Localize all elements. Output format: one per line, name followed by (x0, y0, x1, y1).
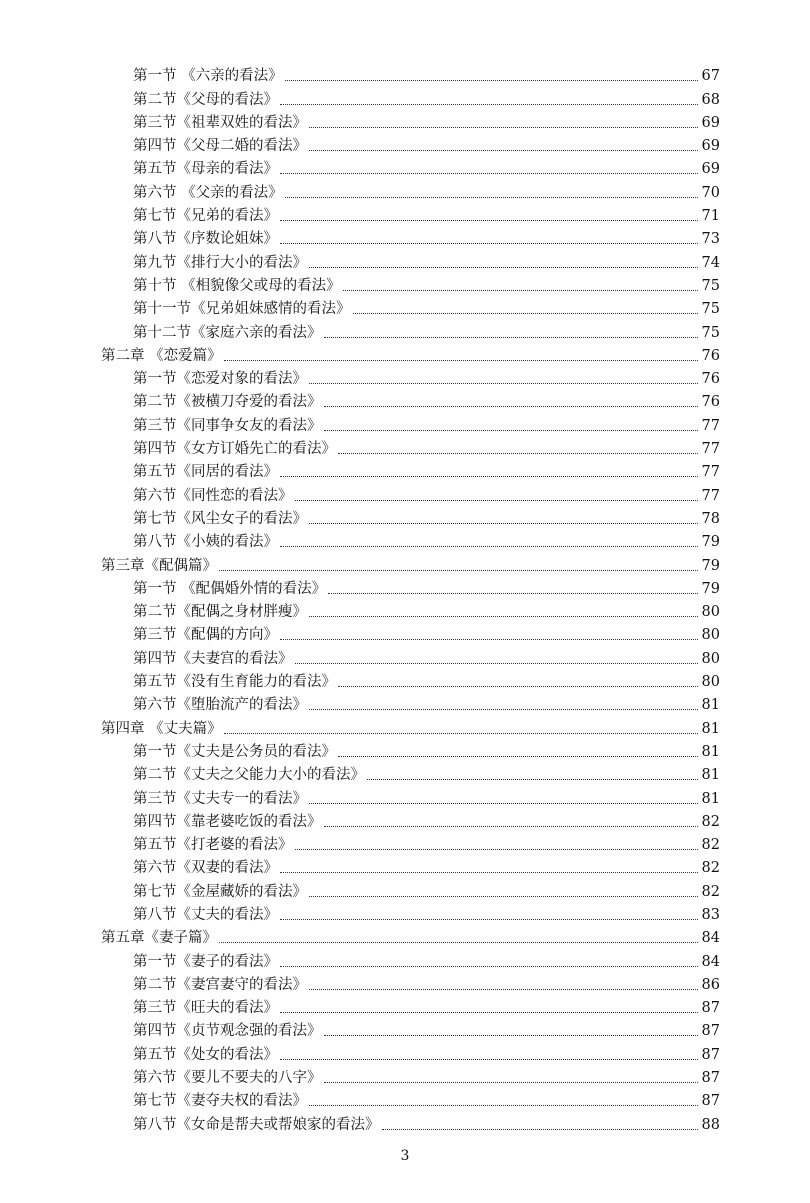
dot-leader (295, 500, 699, 501)
dot-leader (280, 546, 698, 547)
toc-section-entry[interactable] (0, 1089, 810, 1112)
dot-leader (309, 150, 698, 151)
toc-entry-label: 第六节《同性恋的看法》 (133, 487, 293, 504)
toc-entry-label: 第七节《兄弟的看法》 (133, 208, 278, 225)
toc-entry-label: 第一节《恋爱对象的看法》 (133, 371, 307, 388)
toc-entry-label: 第五节《同居的看法》 (133, 464, 278, 481)
toc-entry-label: 第八节《丈夫的看法》 (133, 906, 278, 923)
toc-chapter-entry[interactable] (0, 553, 810, 576)
toc-entry-page-number: 86 (701, 976, 720, 993)
toc-entry-page-number: 80 (701, 674, 720, 691)
dot-leader (280, 872, 698, 873)
toc-entry-label: 第四节《父母二婚的看法》 (133, 138, 307, 155)
toc-entry-page-number: 88 (701, 1116, 720, 1133)
toc-entry-page-number: 76 (701, 371, 720, 388)
toc-section-entry[interactable] (0, 786, 810, 809)
toc-entry-page-number: 76 (701, 347, 720, 364)
dot-leader (367, 779, 698, 780)
dot-leader (309, 127, 698, 128)
dot-leader (280, 220, 698, 221)
toc-section-entry[interactable] (0, 157, 810, 180)
toc-entry-page-number: 82 (701, 837, 720, 854)
toc-section-entry[interactable] (0, 87, 810, 110)
toc-entry-page-number: 82 (701, 813, 720, 830)
toc-entry-page-number: 77 (701, 487, 720, 504)
toc-section-entry[interactable] (0, 437, 810, 460)
toc-section-entry[interactable] (0, 227, 810, 250)
dot-leader (324, 406, 699, 407)
toc-section-entry[interactable] (0, 833, 810, 856)
dot-leader (285, 80, 698, 81)
toc-entry-label: 第二节《被横刀夺爱的看法》 (133, 394, 322, 411)
toc-entry-label: 第十一节《兄弟姐妹感情的看法》 (133, 301, 351, 318)
dot-leader (280, 639, 698, 640)
toc-entry-page-number: 68 (701, 91, 720, 108)
toc-entry-label: 第二节《妻宫妻守的看法》 (133, 976, 307, 993)
toc-entry-page-number: 83 (701, 906, 720, 923)
dot-leader (295, 663, 699, 664)
toc-entry-label: 第七节《风尘女子的看法》 (133, 510, 307, 527)
toc-section-entry[interactable] (0, 297, 810, 320)
dot-leader (280, 243, 698, 244)
toc-section-entry[interactable] (0, 810, 810, 833)
toc-section-entry[interactable] (0, 1019, 810, 1042)
page-number: 3 (400, 1148, 410, 1164)
dot-leader (309, 1105, 698, 1106)
toc-section-entry[interactable] (0, 483, 810, 506)
toc-entry-label: 第三节《丈夫专一的看法》 (133, 790, 307, 807)
toc-entry-page-number: 74 (701, 254, 720, 271)
toc-entry-page-number: 76 (701, 394, 720, 411)
dot-leader (219, 942, 698, 943)
toc-chapter-entry[interactable] (0, 344, 810, 367)
toc-entry-page-number: 87 (701, 1093, 720, 1110)
toc-entry-label: 第二节《父母的看法》 (133, 91, 278, 108)
toc-entry-page-number: 79 (701, 557, 720, 574)
toc-section-entry[interactable] (0, 693, 810, 716)
toc-section-entry[interactable] (0, 413, 810, 436)
toc-entry-page-number: 81 (701, 720, 720, 737)
toc-entry-label: 第三节《祖辈双姓的看法》 (133, 114, 307, 131)
dot-leader (338, 453, 698, 454)
dot-leader (309, 523, 698, 524)
dot-leader (280, 104, 698, 105)
toc-entry-page-number: 81 (701, 767, 720, 784)
toc-entry-page-number: 80 (701, 650, 720, 667)
toc-entry-label: 第六节 《父亲的看法》 (133, 184, 283, 201)
toc-section-entry[interactable] (0, 111, 810, 134)
toc-entry-page-number: 82 (701, 860, 720, 877)
toc-entry-label: 第五节《母亲的看法》 (133, 161, 278, 178)
toc-entry-page-number: 79 (701, 534, 720, 551)
toc-section-entry[interactable] (0, 320, 810, 343)
toc-entry-label: 第一节 《六亲的看法》 (133, 68, 283, 85)
toc-entry-page-number: 81 (701, 790, 720, 807)
dot-leader (324, 337, 699, 338)
toc-entry-page-number: 70 (701, 184, 720, 201)
toc-entry-page-number: 77 (701, 417, 720, 434)
toc-entry-page-number: 80 (701, 604, 720, 621)
toc-section-entry[interactable] (0, 180, 810, 203)
dot-leader (285, 197, 698, 198)
toc-chapter-entry[interactable] (0, 926, 810, 949)
toc-section-entry[interactable] (0, 64, 810, 87)
toc-section-entry[interactable] (0, 973, 810, 996)
toc-entry-page-number: 75 (701, 301, 720, 318)
toc-entry-page-number: 69 (701, 161, 720, 178)
toc-section-entry[interactable] (0, 274, 810, 297)
toc-entry-label: 第五节《打老婆的看法》 (133, 837, 293, 854)
toc-section-entry[interactable] (0, 903, 810, 926)
toc-entry-page-number: 78 (701, 510, 720, 527)
toc-entry-label: 第三节《同事争女友的看法》 (133, 417, 322, 434)
toc-entry-label: 第十节 《相貌像父或母的看法》 (133, 277, 341, 294)
toc-entry-page-number: 84 (701, 930, 720, 947)
dot-leader (309, 709, 698, 710)
toc-entry-page-number: 69 (701, 114, 720, 131)
toc-section-entry[interactable] (0, 600, 810, 623)
toc-entry-label: 第五节《没有生育能力的看法》 (133, 674, 336, 691)
toc-entry-page-number: 81 (701, 697, 720, 714)
dot-leader (280, 919, 698, 920)
toc-entry-label: 第八节《女命是帮夫或帮娘家的看法》 (133, 1116, 380, 1133)
toc-section-entry[interactable] (0, 740, 810, 763)
toc-entry-label: 第四节《贞节观念强的看法》 (133, 1023, 322, 1040)
toc-section-entry[interactable] (0, 460, 810, 483)
toc-entry-label: 第四章 《丈夫篇》 (101, 720, 222, 737)
toc-entry-page-number: 75 (701, 324, 720, 341)
toc-entry-label: 第一节《丈夫是公务员的看法》 (133, 743, 336, 760)
dot-leader (224, 733, 698, 734)
toc-entry-page-number: 77 (701, 441, 720, 458)
toc-section-entry[interactable] (0, 996, 810, 1019)
toc-entry-label: 第三章《配偶篇》 (101, 557, 217, 574)
toc-entry-page-number: 73 (701, 231, 720, 248)
toc-section-entry[interactable] (0, 1066, 810, 1089)
toc-entry-page-number: 82 (701, 883, 720, 900)
toc-entry-page-number: 87 (701, 1046, 720, 1063)
toc-section-entry[interactable] (0, 577, 810, 600)
toc-entry-label: 第三节《配偶的方向》 (133, 627, 278, 644)
dot-leader (280, 1012, 698, 1013)
toc-entry-page-number: 87 (701, 1023, 720, 1040)
toc-section-entry[interactable] (0, 1042, 810, 1065)
toc-entry-page-number: 79 (701, 580, 720, 597)
toc-entry-label: 第四节《夫妻宫的看法》 (133, 650, 293, 667)
dot-leader (280, 966, 698, 967)
toc-entry-label: 第五章《妻子篇》 (101, 930, 217, 947)
toc-entry-label: 第四节《靠老婆吃饭的看法》 (133, 813, 322, 830)
toc-entry-page-number: 80 (701, 627, 720, 644)
toc-section-entry[interactable] (0, 530, 810, 553)
toc-section-entry[interactable] (0, 390, 810, 413)
toc-section-entry[interactable] (0, 856, 810, 879)
dot-leader (382, 1129, 699, 1130)
toc-section-entry[interactable] (0, 1112, 810, 1135)
dot-leader (295, 849, 699, 850)
toc-entry-page-number: 69 (701, 138, 720, 155)
toc-section-entry[interactable] (0, 250, 810, 273)
toc-entry-page-number: 77 (701, 464, 720, 481)
toc-entry-label: 第六节《堕胎流产的看法》 (133, 697, 307, 714)
dot-leader (324, 826, 699, 827)
toc-section-entry[interactable] (0, 763, 810, 786)
toc-entry-page-number: 87 (701, 1070, 720, 1087)
toc-entry-page-number: 75 (701, 277, 720, 294)
toc-section-entry[interactable] (0, 204, 810, 227)
dot-leader (309, 383, 698, 384)
dot-leader (280, 476, 698, 477)
toc-entry-label: 第六节《要儿不要夫的八字》 (133, 1070, 322, 1087)
toc-entry-label: 第二节《配偶之身材胖瘦》 (133, 604, 307, 621)
toc-entry-label: 第四节《女方订婚先亡的看法》 (133, 441, 336, 458)
dot-leader (309, 616, 698, 617)
dot-leader (309, 267, 698, 268)
toc-entry-label: 第三节《旺夫的看法》 (133, 1000, 278, 1017)
dot-leader (324, 430, 699, 431)
toc-entry-page-number: 71 (701, 208, 720, 225)
toc-entry-label: 第五节《处女的看法》 (133, 1046, 278, 1063)
dot-leader (224, 360, 698, 361)
toc-entry-label: 第一节《妻子的看法》 (133, 953, 278, 970)
toc-entry-label: 第十二节《家庭六亲的看法》 (133, 324, 322, 341)
toc-section-entry[interactable] (0, 949, 810, 972)
toc-section-entry[interactable] (0, 367, 810, 390)
dot-leader (343, 290, 698, 291)
toc-entry-page-number: 84 (701, 953, 720, 970)
dot-leader (338, 686, 698, 687)
toc-entry-label: 第七节《金屋藏娇的看法》 (133, 883, 307, 900)
toc-entry-label: 第六节《双妻的看法》 (133, 860, 278, 877)
dot-leader (280, 173, 698, 174)
toc-entry-page-number: 67 (701, 68, 720, 85)
dot-leader (219, 570, 698, 571)
dot-leader (309, 896, 698, 897)
toc-entry-page-number: 81 (701, 743, 720, 760)
dot-leader (328, 593, 698, 594)
toc-section-entry[interactable] (0, 646, 810, 669)
toc-entry-label: 第一节 《配偶婚外情的看法》 (133, 580, 327, 597)
dot-leader (309, 989, 698, 990)
table-of-contents (0, 64, 810, 1136)
toc-section-entry[interactable] (0, 670, 810, 693)
dot-leader (324, 1035, 699, 1036)
toc-entry-page-number: 87 (701, 1000, 720, 1017)
dot-leader (353, 313, 699, 314)
dot-leader (324, 1082, 699, 1083)
toc-section-entry[interactable] (0, 623, 810, 646)
toc-entry-label: 第九节《排行大小的看法》 (133, 254, 307, 271)
toc-section-entry[interactable] (0, 507, 810, 530)
toc-entry-label: 第二节《丈夫之父能力大小的看法》 (133, 767, 365, 784)
toc-entry-label: 第八节《小姨的看法》 (133, 534, 278, 551)
toc-section-entry[interactable] (0, 134, 810, 157)
toc-entry-label: 第七节《妻夺夫权的看法》 (133, 1093, 307, 1110)
toc-chapter-entry[interactable] (0, 716, 810, 739)
toc-entry-label: 第二章 《恋爱篇》 (101, 347, 222, 364)
toc-entry-label: 第八节《序数论姐妹》 (133, 231, 278, 248)
dot-leader (309, 803, 698, 804)
dot-leader (280, 1059, 698, 1060)
toc-section-entry[interactable] (0, 879, 810, 902)
dot-leader (338, 756, 698, 757)
